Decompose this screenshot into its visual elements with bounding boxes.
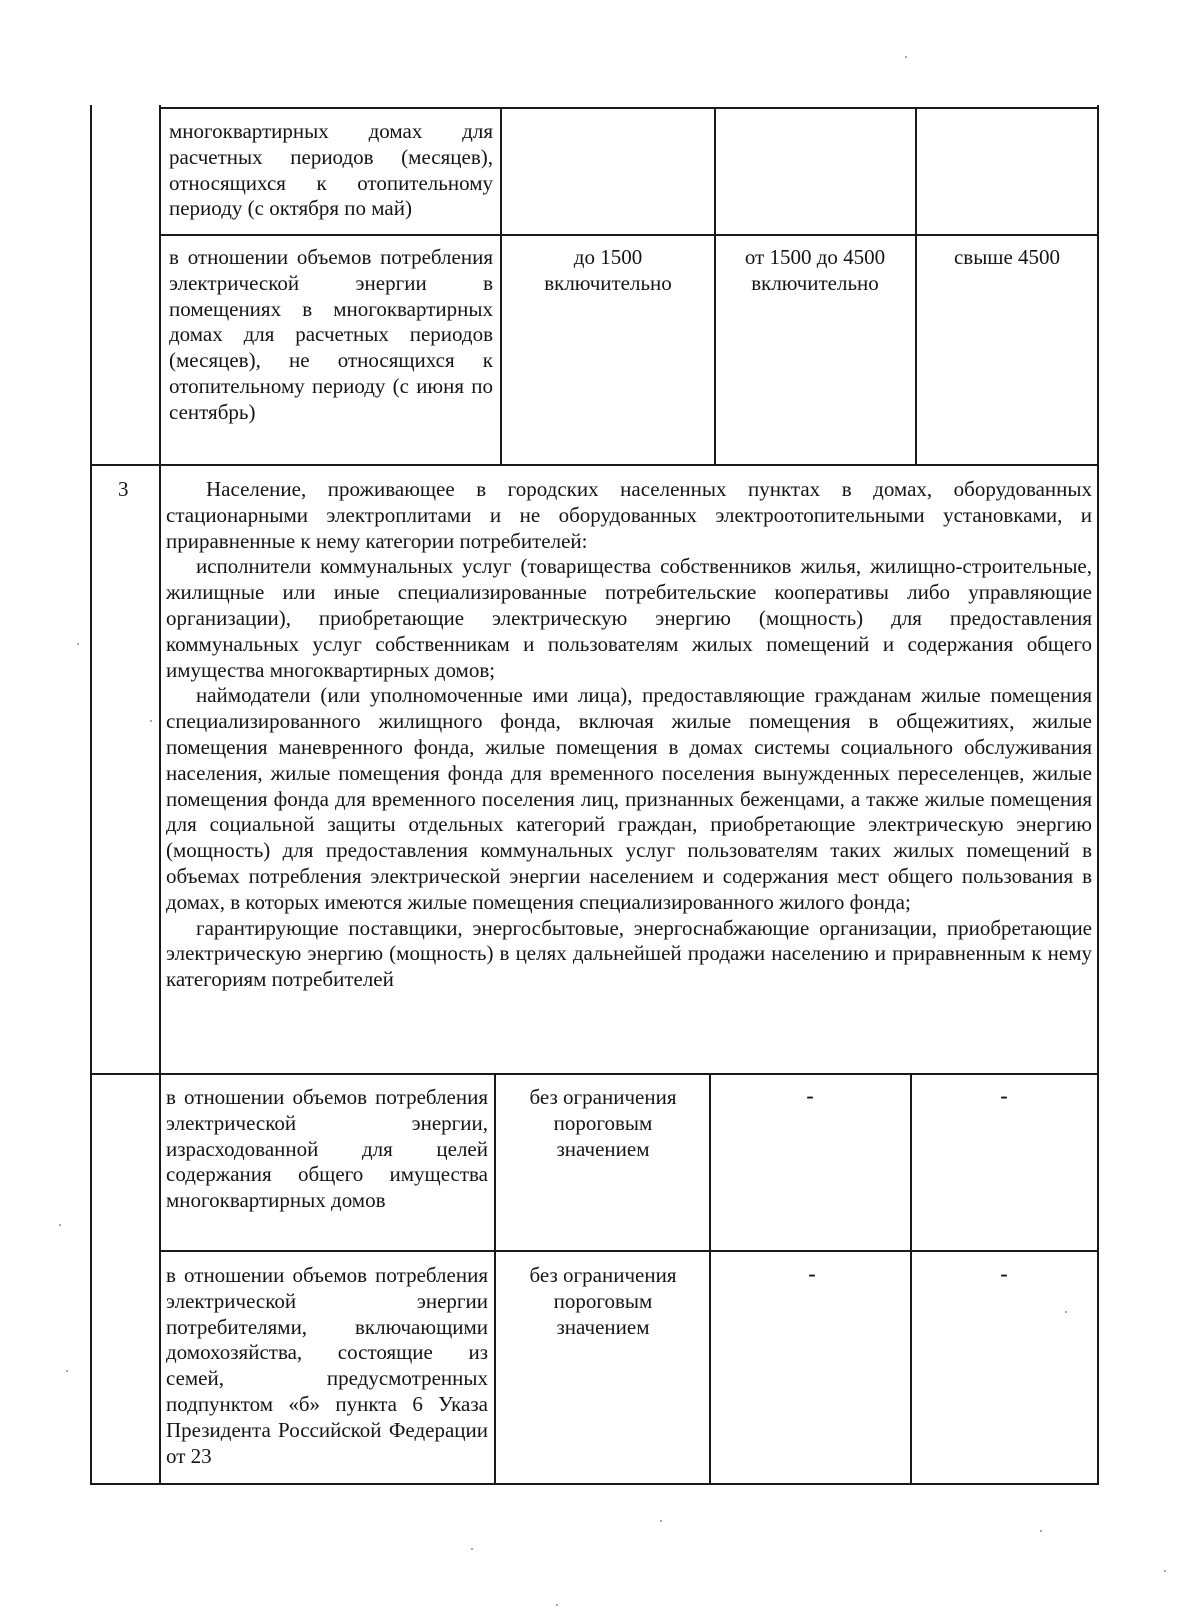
scan-speck: [66, 1370, 68, 1372]
row-c-range-1: без ограничения пороговым значением: [529, 1085, 677, 1161]
row-b-range-1: до 1500 включительно: [544, 245, 672, 295]
column-divider-3-upper: [915, 107, 917, 465]
column-divider-3-lower: [910, 1075, 912, 1485]
section-3-paragraph: гарантирующие поставщики, энергосбытовые, энергоснабжающие организации, приобретающие электрическую энергию (мощность) в целях дальнейшей продажи населению и приравненным к нему категориям потребителей: [166, 915, 1092, 992]
scan-speck: [1164, 1570, 1166, 1572]
row-divider-a-b: [159, 234, 1099, 236]
row-c-range-3: -: [1000, 1083, 1008, 1108]
row-a-label: многоквартирных домах для расчетных периодов (месяцев), относящихся к отопительному периоду (с октября по май): [169, 119, 493, 221]
column-divider-1-upper: [500, 107, 502, 465]
row-d-label: в отношении объемов потребления электрической энергии потребителями, включающими домохозяйства, состоящие из семей, предусмотренных подпунктом «б» пункта 6 Указа Президента Российской Федерации от 23: [166, 1263, 488, 1468]
scan-speck: [1065, 1311, 1067, 1313]
row-b-label: в отношении объемов потребления электрической энергии в помещениях в многоквартирных домах для расчетных периодов (месяцев), не относящихся к отопительному периоду (с июня по сентябрь): [169, 245, 493, 424]
row-b-range-3: свыше 4500: [953, 245, 1061, 269]
section-3-number: 3: [118, 477, 129, 501]
column-divider-number: [159, 105, 161, 1485]
scan-speck: [150, 720, 152, 722]
column-divider-2-lower: [709, 1075, 711, 1485]
row-divider-c-d: [159, 1250, 1099, 1252]
scan-speck: [660, 1520, 662, 1522]
row-divider-section3-c: [90, 1073, 1099, 1075]
table-border-bottom: [90, 1483, 1099, 1485]
column-divider-2-upper: [714, 107, 716, 465]
section-3-body: [166, 477, 1092, 993]
row-divider-top: [159, 107, 1099, 109]
scan-speck: [77, 643, 79, 645]
row-c-label: в отношении объемов потребления электрической энергии, израсходованной для целей содержания общего имущества многоквартирных домов: [166, 1085, 488, 1213]
table-border-right: [1097, 105, 1099, 1485]
table-border-left: [90, 105, 92, 1485]
row-d-range-1: без ограничения пороговым значением: [529, 1263, 677, 1339]
scan-speck: [556, 1604, 558, 1606]
row-b-range-2: от 1500 до 4500 включительно: [744, 245, 886, 295]
section-3-paragraph: Население, проживающее в городских населенных пунктах в домах, оборудованных стационарными электроплитами и не оборудованных электроотопительными установками, и приравненные к нему категории потребителей:: [166, 477, 1092, 553]
row-c-range-2: -: [806, 1083, 814, 1108]
scan-speck: [905, 56, 907, 58]
section-3-paragraph: наймодатели (или уполномоченные ими лица), предоставляющие гражданам жилые помещения специализированного жилищного фонда, включая жилые помещения в общежитиях, жилые помещения маневренного фонда, жилые помещения в домах системы социального обслуживания населения, жилые помещения фонда для временного поселения вынужденных переселенцев, жилые помещения фонда для временного поселения лиц, признанных беженцами, а также жилые помещения для социальной защиты отдельных категорий граждан, приобретающие электрическую энергию (мощность) для предоставления коммунальных услуг пользователям таких жилых помещений в объемах потребления электрической энергии населением и содержания мест общего пользования в домах, в которых имеются жилые помещения специализированного жилого фонда;: [166, 683, 1092, 914]
scan-speck: [59, 1224, 61, 1226]
scan-speck: [1040, 1530, 1042, 1532]
row-d-range-2: -: [808, 1261, 816, 1286]
scan-speck: [471, 1548, 473, 1550]
row-d-range-3: -: [1000, 1261, 1008, 1286]
column-divider-1-lower: [494, 1075, 496, 1485]
row-divider-b-section3: [90, 464, 1099, 466]
section-3-paragraph: исполнители коммунальных услуг (товарищества собственников жилья, жилищно-строительные, жилищные или иные специализированные потребительские кооперативы либо управляющие организации), приобретающие электрическую энергию (мощность) для предоставления коммунальных услуг собственникам и пользователям жилых помещений и содержания общего имущества многоквартирных домов;: [166, 554, 1092, 682]
